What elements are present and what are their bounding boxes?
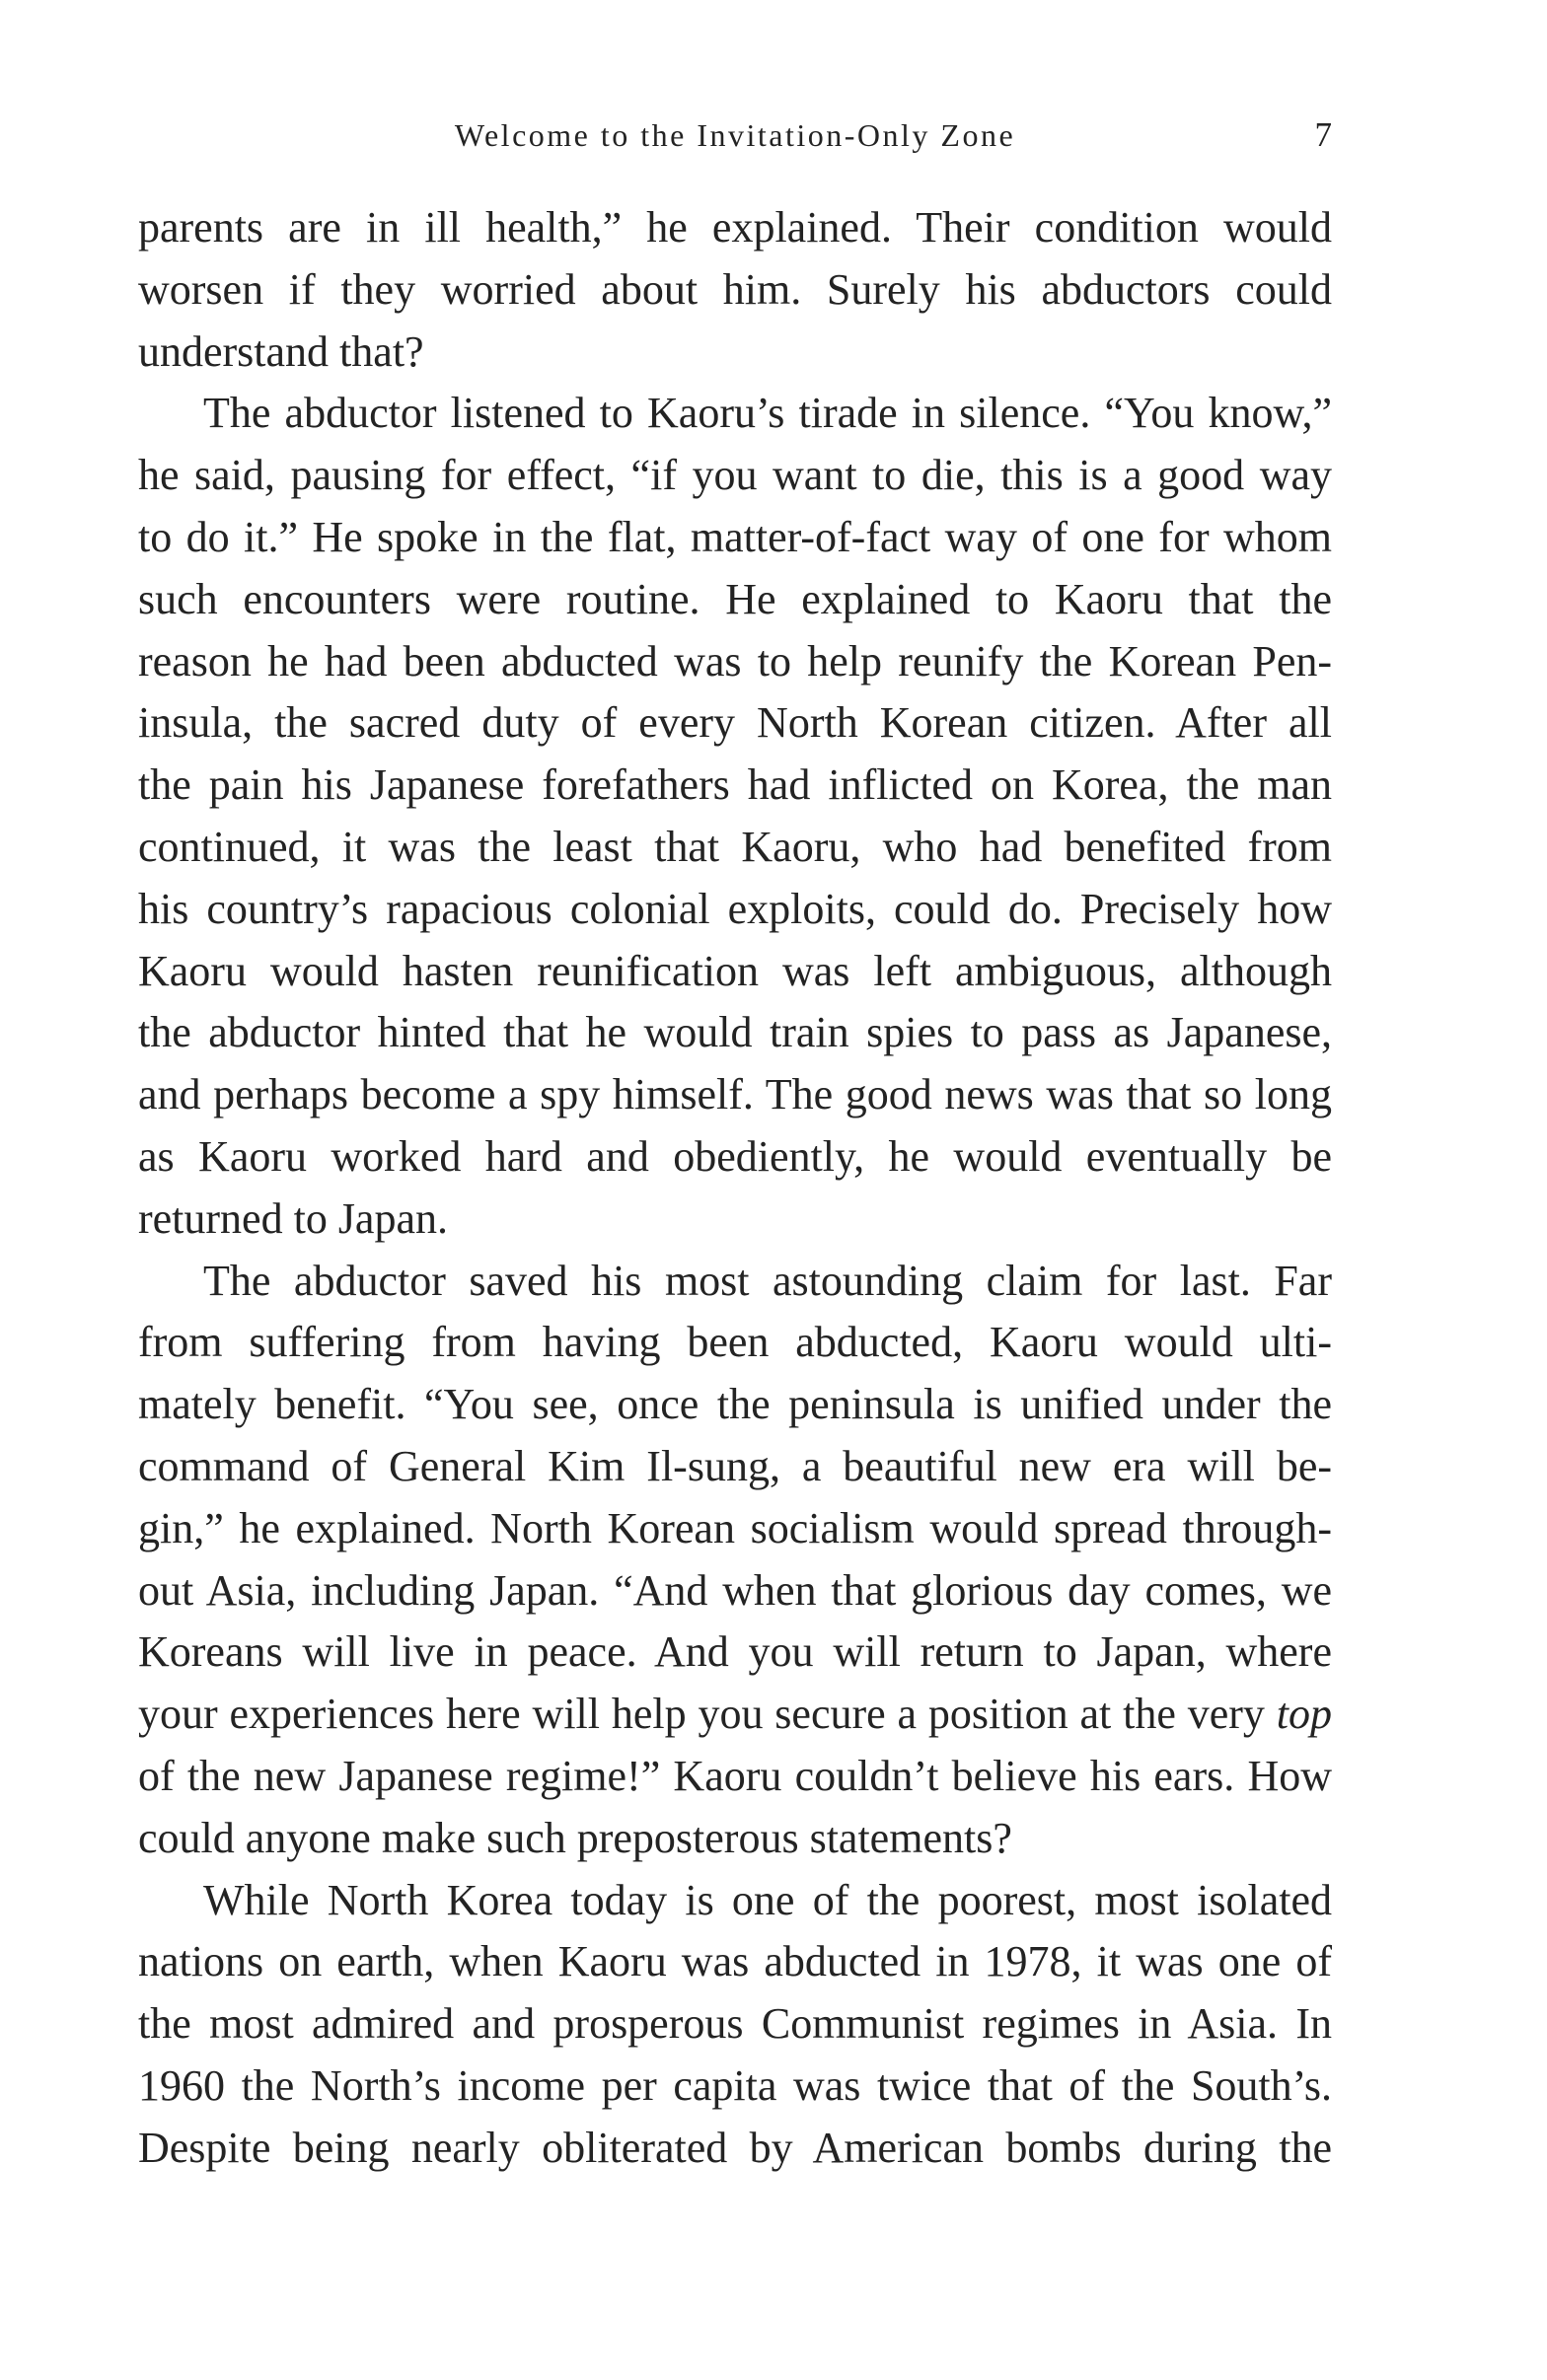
text-line: insula, the sacred duty of every North Korean citizen. After all (138, 698, 1332, 748)
text-line-main: your experiences here will help you secure a position at the very (138, 1690, 1265, 1739)
text-line: to do it.” He spoke in the flat, matter-of-fact way of one for whom (138, 512, 1332, 561)
text-line: could anyone make such preposterous statements? (138, 1813, 1012, 1862)
text-line: the most admired and prosperous Communist regimes in Asia. In (138, 1999, 1332, 2049)
text-line: Kaoru would hasten reunification was left ambiguous, although (138, 946, 1332, 995)
text-line: Koreans will live in peace. And you will return to Japan, where (138, 1627, 1332, 1677)
text-line: parents are in ill health,” he explained. Their condition would (138, 203, 1332, 252)
text-line: such encounters were routine. He explained to Kaoru that the (138, 574, 1332, 623)
text-line: The abductor listened to Kaoru’s tirade in silence. “You know,” (203, 389, 1332, 438)
text-line: and perhaps become a spy himself. The good news was that so long (138, 1070, 1332, 1119)
page-number: 7 (1314, 115, 1332, 154)
text-line: as Kaoru worked hard and obediently, he would eventually be (138, 1131, 1332, 1181)
text-line: The abductor saved his most astounding claim for last. Far (203, 1256, 1332, 1305)
text-line: of the new Japanese regime!” Kaoru couldn’t believe his ears. How (138, 1751, 1332, 1800)
body-text (138, 197, 1332, 2180)
text-line: 1960 the North’s income per capita was twice that of the South’s. (138, 2060, 1332, 2110)
text-line: continued, it was the least that Kaoru, who had benefited from (138, 822, 1332, 871)
text-line: nations on earth, when Kaoru was abducted in 1978, it was one of (138, 1937, 1332, 1986)
text-line-with-emphasis (138, 1684, 1332, 1746)
text-line: the abductor hinted that he would train spies to pass as Japanese, (138, 1008, 1332, 1057)
text-line: reason he had been abducted was to help reunify the Korean Pen- (138, 636, 1332, 685)
text-line: Despite being nearly obliterated by American bombs during the (138, 2123, 1332, 2172)
text-line: his country’s rapacious colonial exploits, could do. Precisely how (138, 884, 1332, 933)
text-line: While North Korea today is one of the poorest, most isolated (203, 1875, 1332, 1924)
running-title: Welcome to the Invitation-Only Zone (454, 117, 1016, 153)
text-line: he said, pausing for effect, “if you want to die, this is a good way (138, 451, 1332, 500)
running-header (138, 110, 1332, 160)
text-line: gin,” he explained. North Korean socialism would spread through- (138, 1503, 1332, 1552)
text-line: from suffering from having been abducted, Kaoru would ulti- (138, 1318, 1332, 1367)
text-line: command of General Kim Il-sung, a beautiful new era will be- (138, 1441, 1332, 1490)
text-line: out Asia, including Japan. “And when that glorious day comes, we (138, 1565, 1332, 1615)
text-line: returned to Japan. (138, 1193, 448, 1243)
emphasized-word: top (1276, 1690, 1333, 1739)
text-line: the pain his Japanese forefathers had inflicted on Korea, the man (138, 760, 1332, 810)
text-line: understand that? (138, 326, 424, 376)
text-line: worsen if they worried about him. Surely his abductors could (138, 264, 1332, 314)
text-line: mately benefit. “You see, once the peninsula is unified under the (138, 1380, 1332, 1429)
